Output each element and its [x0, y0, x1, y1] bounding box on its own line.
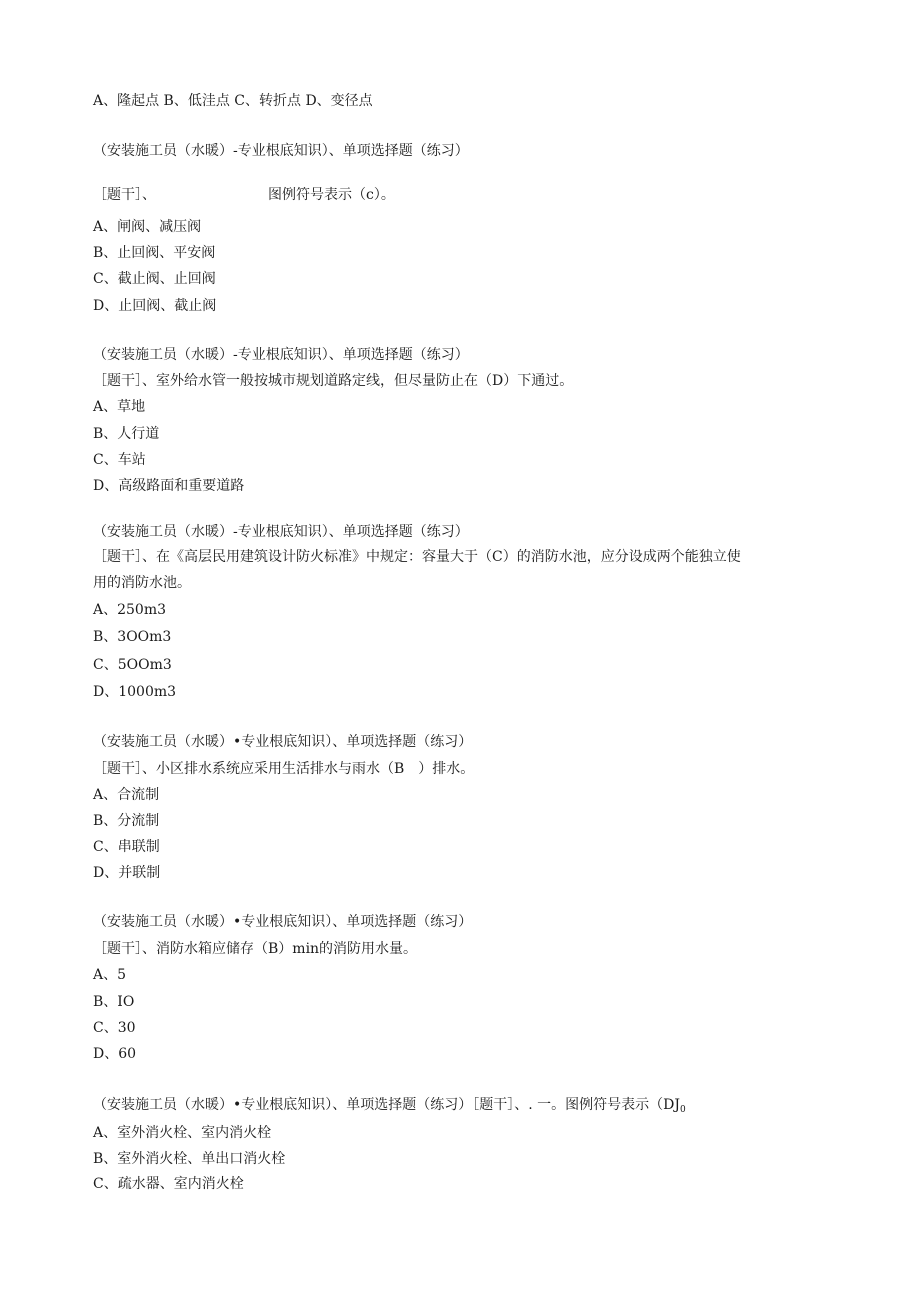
question-1-stem [93, 186, 395, 204]
header-stem-text: （安装施工员（水暖）•专业根底知识）、单项选择题（练习）［题干］、. 一。图例符号表示（DJ [93, 1097, 680, 1113]
question-1-header: （安装施工员（水暖）-专业根底知识）、单项选择题（练习） [93, 143, 469, 159]
question-2-option-c: C、车站 [93, 452, 146, 468]
question-6-option-c: C、疏水器、室内消火栓 [93, 1176, 244, 1192]
question-1-option-c: C、截止阀、止回阀 [93, 271, 216, 287]
question-5-option-a: A、5 [93, 967, 127, 983]
question-3-option-a: A、250m3 [93, 602, 167, 618]
question-5-option-c: C、30 [93, 1020, 136, 1036]
question-2-option-a: A、草地 [93, 399, 146, 415]
stem-prefix: ［题干］、 [93, 187, 156, 203]
question-2-option-d: D、高级路面和重要道路 [93, 478, 245, 494]
question-2-option-b: B、人行道 [93, 426, 160, 442]
question-5-stem: ［题干］、消防水箱应储存（B）min的消防用水量。 [93, 941, 418, 957]
question-4-option-a: A、合流制 [93, 787, 160, 803]
question-6-option-a: A、室外消火栓、室内消火栓 [93, 1125, 272, 1141]
question-1-option-d: D、止回阀、截止阀 [93, 298, 217, 314]
question-1-option-a: A、闸阀、减压阀 [93, 219, 202, 235]
question-3-option-c: C、5OOm3 [93, 657, 172, 673]
question-3-header: （安装施工员（水暖）-专业根底知识）、单项选择题（练习） [93, 524, 469, 540]
question-4-option-d: D、并联制 [93, 865, 161, 881]
question-5-option-b: B、IO [93, 994, 135, 1010]
top-options-line: A、隆起点 B、低洼点 C、转折点 D、变径点 [93, 93, 373, 109]
question-4-header: （安装施工员（水暖）•专业根底知识）、单项选择题（练习） [93, 734, 473, 750]
question-1-option-b: B、止回阀、平安阀 [93, 245, 216, 261]
question-3-option-d: D、1000m3 [93, 684, 177, 700]
question-6-option-b: B、室外消火栓、单出口消火栓 [93, 1151, 286, 1167]
question-4-stem: ［题干］、小区排水系统应采用生活排水与雨水（B ）排水。 [93, 761, 475, 777]
question-4-option-c: C、串联制 [93, 839, 160, 855]
question-2-stem: ［题干］、室外给水管一般按城市规划道路定线，但尽量防止在（D）下通过。 [93, 373, 574, 389]
question-3-stem-line2: 用的消防水池。 [93, 575, 191, 591]
stem-subscript: 0 [680, 1105, 686, 1115]
stem-text: 图例符号表示（c）。 [268, 187, 395, 203]
question-4-option-b: B、分流制 [93, 813, 160, 829]
question-5-option-d: D、60 [93, 1046, 137, 1062]
question-3-stem-line1: ［题干］、在《高层民用建筑设计防火标准》中规定：容量大于（C）的消防水池，应分设成两个能独立使 [93, 549, 741, 565]
question-3-option-b: B、3OOm3 [93, 629, 172, 645]
question-2-header: （安装施工员（水暖）-专业根底知识）、单项选择题（练习） [93, 347, 469, 363]
question-5-header: （安装施工员（水暖）•专业根底知识）、单项选择题（练习） [93, 914, 473, 930]
question-6-header-and-stem [93, 1096, 686, 1119]
